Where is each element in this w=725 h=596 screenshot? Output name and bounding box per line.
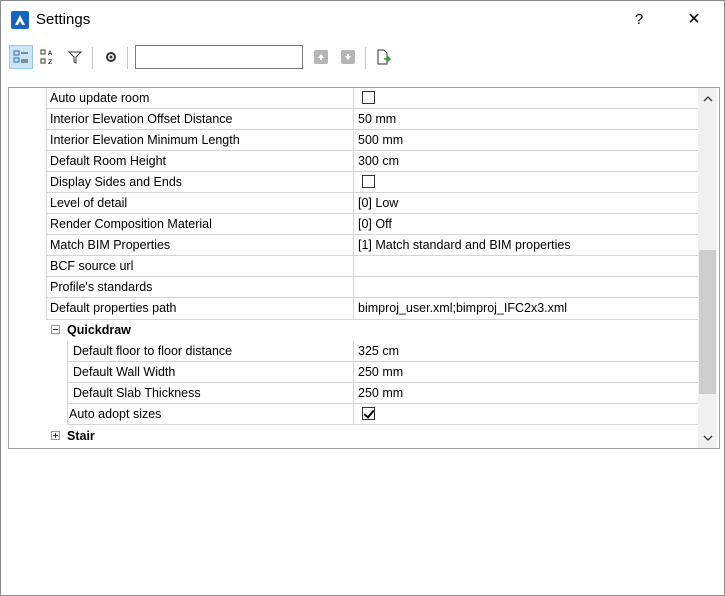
property-row[interactable] <box>9 151 698 172</box>
close-button[interactable]: ✕ <box>687 11 701 28</box>
property-label: Default floor to floor distance <box>73 344 233 358</box>
property-value[interactable]: 325 cm <box>358 344 399 358</box>
move-down-icon[interactable] <box>341 50 355 64</box>
svg-text:A: A <box>48 50 53 57</box>
auto-update-room-checkbox[interactable] <box>362 91 375 104</box>
property-value[interactable]: 250 mm <box>358 365 404 379</box>
property-label: Default Room Height <box>50 154 167 168</box>
search-input[interactable] <box>135 45 303 69</box>
toolbar-separator <box>92 47 93 69</box>
property-row[interactable] <box>9 298 698 319</box>
toolbar-separator <box>365 47 366 69</box>
property-label: Default Slab Thickness <box>73 386 201 400</box>
property-row[interactable] <box>9 256 698 277</box>
property-row[interactable] <box>9 235 698 256</box>
property-grid <box>8 87 720 449</box>
title-bar <box>1 1 724 39</box>
property-row[interactable] <box>9 214 698 235</box>
filter-icon[interactable] <box>63 45 87 69</box>
property-label: Default properties path <box>50 301 177 315</box>
property-value[interactable]: [1] Match standard and BIM properties <box>358 238 571 252</box>
toolbar-separator <box>127 47 128 69</box>
expand-icon[interactable] <box>51 431 60 440</box>
scroll-up-icon[interactable] <box>698 90 717 107</box>
row-divider <box>46 319 698 320</box>
property-row[interactable] <box>9 383 698 404</box>
property-label: BCF source url <box>50 259 134 273</box>
property-value[interactable]: 50 mm <box>358 112 397 126</box>
property-label: Match BIM Properties <box>50 238 171 252</box>
property-value[interactable]: 300 cm <box>358 154 399 168</box>
move-up-icon[interactable] <box>314 50 328 64</box>
property-label: Render Composition Material <box>50 217 212 231</box>
property-value[interactable] <box>353 256 698 276</box>
property-label: Default Wall Width <box>73 365 176 379</box>
row-divider <box>67 424 698 425</box>
help-button[interactable]: ? <box>634 11 644 28</box>
settings-gear-icon[interactable] <box>99 45 123 69</box>
property-row[interactable] <box>9 109 698 130</box>
auto-adopt-sizes-checkbox[interactable] <box>362 407 375 420</box>
property-value[interactable]: 500 mm <box>358 133 404 147</box>
property-label: Interior Elevation Minimum Length <box>50 133 240 147</box>
property-row[interactable] <box>9 404 698 425</box>
window-title: Settings <box>36 11 91 28</box>
property-value[interactable]: bimproj_user.xml;bimproj_IFC2x3.xml <box>358 301 568 315</box>
property-row[interactable] <box>9 277 698 298</box>
property-label: Display Sides and Ends <box>50 175 183 189</box>
property-label: Interior Elevation Offset Distance <box>50 112 233 126</box>
property-label: Level of detail <box>50 196 128 210</box>
property-row[interactable] <box>9 193 698 214</box>
property-row[interactable] <box>9 362 698 383</box>
app-logo-icon <box>11 11 29 29</box>
property-label: Profile's standards <box>50 280 153 294</box>
property-value[interactable] <box>353 277 698 297</box>
property-row[interactable] <box>9 88 698 109</box>
category-stair[interactable]: Stair <box>67 429 95 443</box>
property-row[interactable] <box>9 130 698 151</box>
property-value[interactable]: [0] Off <box>358 217 392 231</box>
property-value[interactable]: 250 mm <box>358 386 404 400</box>
display-sides-checkbox[interactable] <box>362 175 375 188</box>
export-icon[interactable] <box>371 45 395 69</box>
vertical-scrollbar[interactable] <box>698 88 717 448</box>
categorized-view-icon[interactable] <box>9 45 33 69</box>
alphabetical-sort-icon[interactable] <box>36 45 60 69</box>
property-label: Auto update room <box>50 91 150 105</box>
property-label: Auto adopt sizes <box>69 407 162 421</box>
scroll-down-icon[interactable] <box>698 429 717 446</box>
property-value[interactable]: [0] Low <box>358 196 399 210</box>
property-row[interactable] <box>9 341 698 362</box>
property-row[interactable] <box>9 172 698 193</box>
scrollbar-thumb[interactable] <box>699 250 716 394</box>
category-quickdraw[interactable]: Quickdraw <box>67 323 131 337</box>
toolbar <box>1 41 724 75</box>
collapse-icon[interactable] <box>51 325 60 334</box>
svg-text:Z: Z <box>48 59 53 65</box>
